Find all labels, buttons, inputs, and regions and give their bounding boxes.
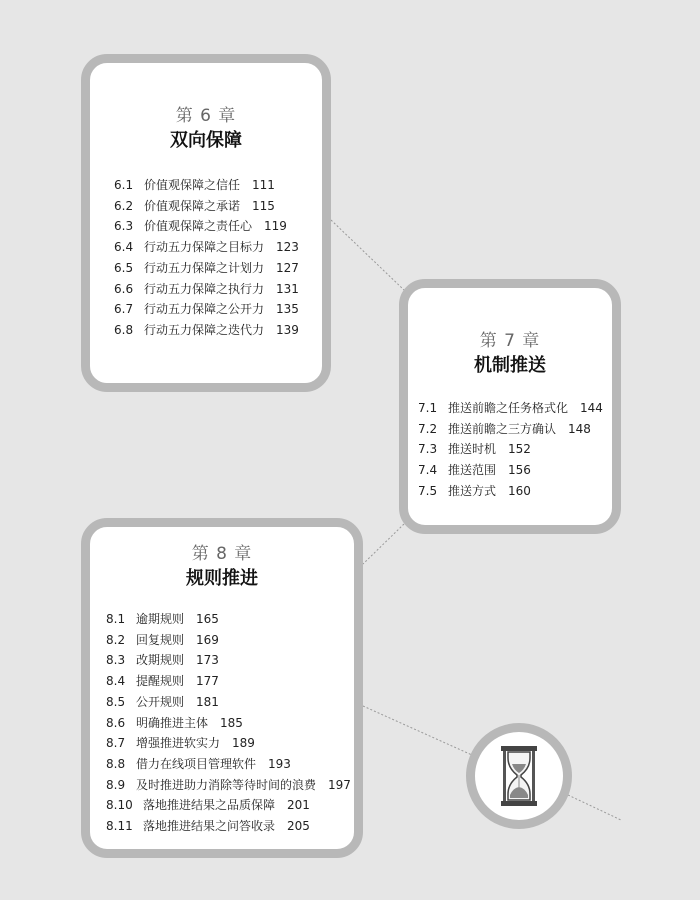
section-page: 205 <box>287 819 310 834</box>
section-number: 8.8 <box>106 756 126 771</box>
section-number: 6.6 <box>114 281 134 296</box>
toc-item[interactable] <box>114 279 299 300</box>
section-number: 8.5 <box>106 694 126 709</box>
section-title: 落地推进结果之品质保障 <box>143 798 276 813</box>
section-title: 行动五力保障之公开力 <box>144 302 265 317</box>
section-page: 119 <box>264 219 287 234</box>
section-page: 131 <box>276 281 299 296</box>
section-title: 行动五力保障之迭代力 <box>144 322 265 337</box>
toc-item[interactable] <box>106 671 351 692</box>
section-title: 价值观保障之信任 <box>144 178 241 192</box>
section-title: 行动五力保障之计划力 <box>144 260 265 275</box>
toc-item[interactable] <box>114 237 299 258</box>
section-title: 逾期规则 <box>136 612 185 626</box>
section-page: 144 <box>580 401 603 415</box>
chapter-number: 第 8 章 <box>191 544 253 564</box>
section-title: 价值观保障之承诺 <box>144 198 241 213</box>
toc-item[interactable] <box>418 460 603 481</box>
section-page: 127 <box>276 260 299 275</box>
section-page: 115 <box>252 198 275 213</box>
section-page: 169 <box>196 632 219 647</box>
section-page: 111 <box>252 178 275 192</box>
section-title: 价值观保障之责任心 <box>144 219 253 234</box>
section-page: 193 <box>268 756 291 771</box>
toc-item[interactable] <box>106 816 351 837</box>
section-title: 推送方式 <box>448 483 497 498</box>
section-page: 160 <box>508 483 531 498</box>
section-number: 6.8 <box>114 322 134 337</box>
section-number: 6.2 <box>114 198 134 213</box>
section-page: 197 <box>328 777 351 792</box>
connector-hourglass-out <box>568 795 621 820</box>
toc-item[interactable] <box>106 609 351 630</box>
section-title: 提醒规则 <box>136 674 185 689</box>
section-list <box>114 175 299 341</box>
connector-6-7 <box>331 220 404 290</box>
toc-item[interactable] <box>114 258 299 279</box>
section-number: 6.3 <box>114 219 134 234</box>
section-page: 135 <box>276 302 299 317</box>
section-title: 行动五力保障之目标力 <box>144 240 265 255</box>
section-number: 7.2 <box>418 421 438 436</box>
connector-8-hourglass <box>363 706 472 755</box>
section-page: 148 <box>568 421 591 436</box>
section-number: 7.5 <box>418 483 438 498</box>
section-list <box>418 398 603 502</box>
toc-item[interactable] <box>114 299 299 320</box>
chapter-title: 规则推进 <box>186 568 258 589</box>
chapter-6-card <box>81 54 331 392</box>
section-number: 8.6 <box>106 715 126 730</box>
section-number: 8.1 <box>106 612 126 626</box>
section-number: 8.7 <box>106 736 126 751</box>
section-title: 及时推进助力消除等待时间的浪费 <box>136 777 317 792</box>
section-title: 推送前瞻之三方确认 <box>448 421 557 436</box>
section-page: 139 <box>276 322 299 337</box>
section-title: 改期规则 <box>136 653 185 668</box>
section-title: 借力在线项目管理软件 <box>136 756 257 771</box>
toc-item[interactable] <box>418 439 603 460</box>
section-number: 8.2 <box>106 632 126 647</box>
toc-item[interactable] <box>114 196 299 217</box>
section-number: 6.4 <box>114 240 134 255</box>
toc-item[interactable] <box>114 175 299 196</box>
toc-item[interactable] <box>106 775 351 796</box>
section-title: 明确推进主体 <box>136 715 209 730</box>
section-title: 落地推进结果之问答收录 <box>143 819 276 834</box>
section-number: 6.1 <box>114 178 134 192</box>
toc-item[interactable] <box>106 795 351 816</box>
section-title: 推送前瞻之任务格式化 <box>448 401 569 415</box>
section-page: 201 <box>287 798 310 813</box>
section-number: 6.7 <box>114 302 134 317</box>
section-title: 增强推进软实力 <box>136 736 221 751</box>
connector-7-8 <box>363 524 404 564</box>
section-title: 回复规则 <box>136 632 185 647</box>
chapter-number: 第 6 章 <box>175 106 237 126</box>
hourglass-badge <box>466 723 572 829</box>
toc-item[interactable] <box>418 481 603 502</box>
section-page: 189 <box>232 736 255 751</box>
section-page: 181 <box>196 694 219 709</box>
toc-item[interactable] <box>106 692 351 713</box>
section-title: 行动五力保障之执行力 <box>144 281 265 296</box>
chapter-8-card <box>81 518 363 858</box>
toc-item[interactable] <box>106 733 351 754</box>
section-page: 156 <box>508 463 531 478</box>
section-number: 8.9 <box>106 777 126 792</box>
section-title: 推送范围 <box>448 463 497 478</box>
chapter-title: 机制推送 <box>474 355 546 376</box>
hourglass-icon <box>495 744 543 808</box>
section-page: 185 <box>220 715 243 730</box>
section-number: 7.4 <box>418 463 438 478</box>
toc-item[interactable] <box>106 713 351 734</box>
section-page: 123 <box>276 240 299 255</box>
chapter-number: 第 7 章 <box>479 331 541 351</box>
section-number: 6.5 <box>114 260 134 275</box>
section-list <box>106 609 351 837</box>
section-number: 8.3 <box>106 653 126 668</box>
chapter-title: 双向保障 <box>170 130 242 151</box>
toc-item[interactable] <box>106 754 351 775</box>
section-number: 7.3 <box>418 442 438 457</box>
chapter-7-card <box>399 279 621 534</box>
section-page: 152 <box>508 442 531 457</box>
section-number: 8.10 <box>106 798 133 813</box>
section-number: 8.4 <box>106 674 126 689</box>
section-page: 173 <box>196 653 219 668</box>
toc-item[interactable] <box>114 320 299 341</box>
toc-item[interactable] <box>114 216 299 237</box>
toc-item[interactable] <box>418 398 603 419</box>
section-number: 7.1 <box>418 401 438 415</box>
section-page: 177 <box>196 674 219 689</box>
toc-item[interactable] <box>106 630 351 651</box>
section-title: 公开规则 <box>136 694 185 709</box>
toc-item[interactable] <box>106 650 351 671</box>
section-number: 8.11 <box>106 819 133 834</box>
section-page: 165 <box>196 612 219 626</box>
toc-item[interactable] <box>418 419 603 440</box>
section-title: 推送时机 <box>448 442 497 457</box>
